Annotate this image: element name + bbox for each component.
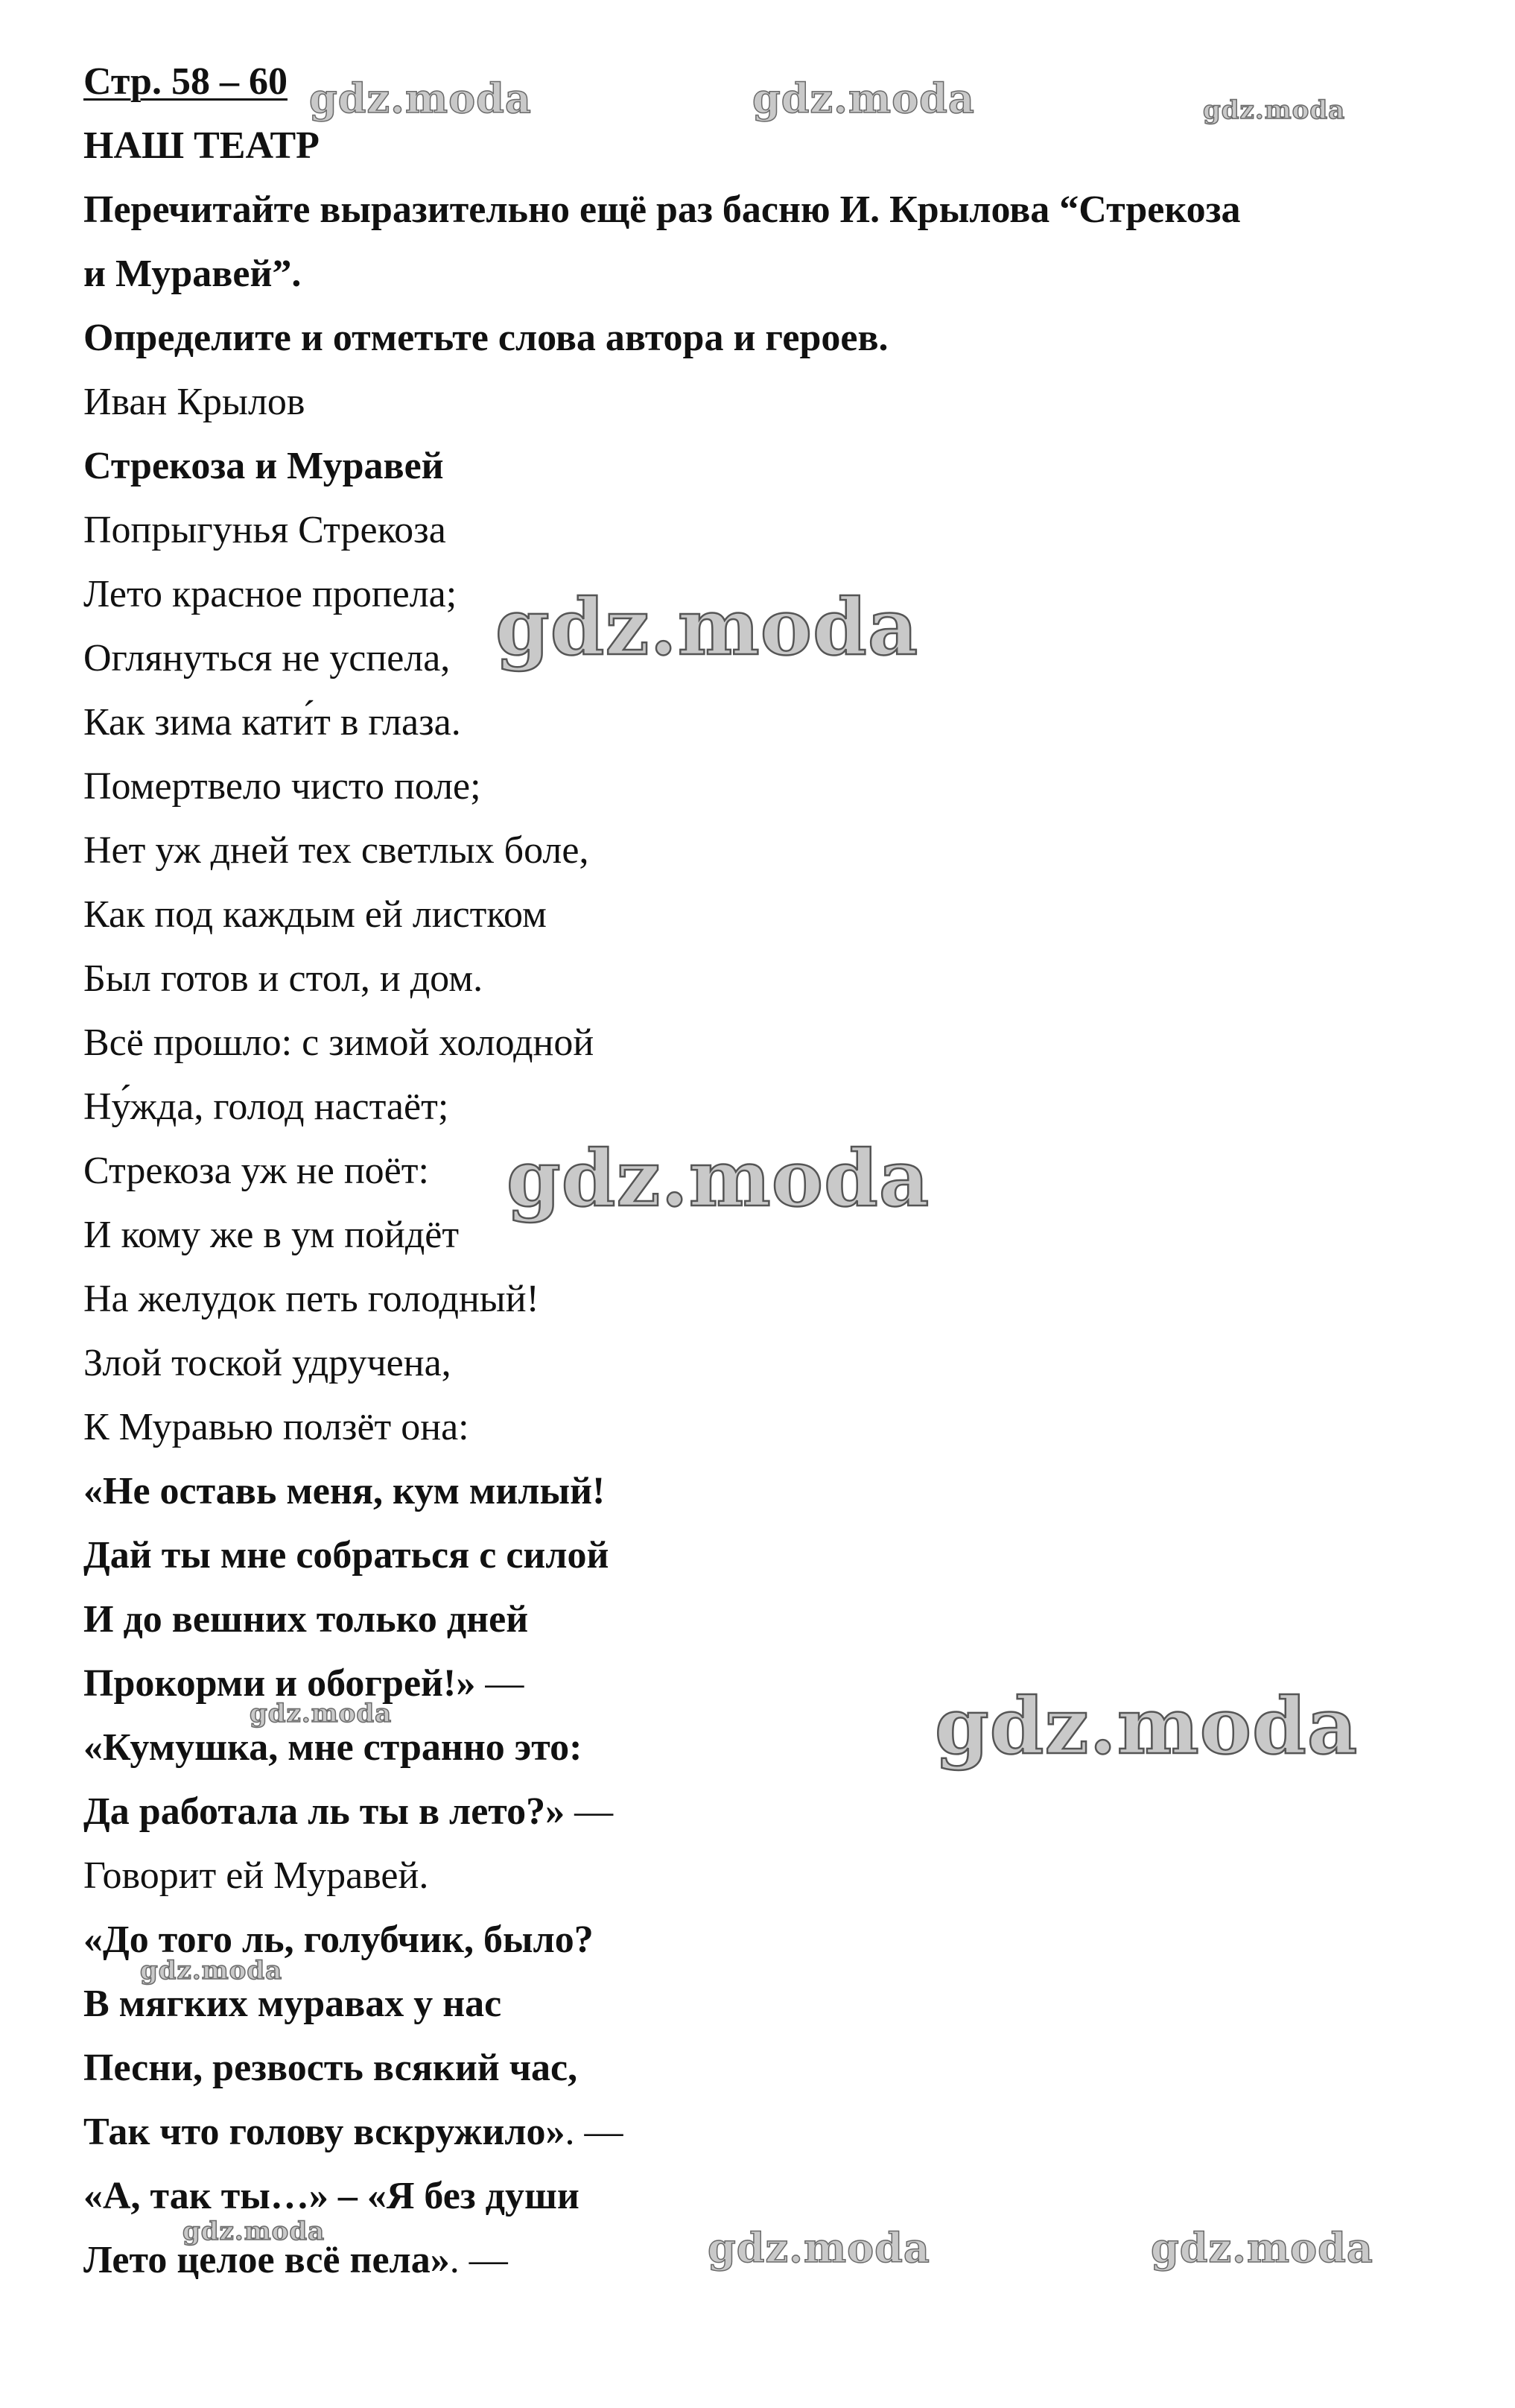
poem-line: В мягких муравах у нас	[83, 1983, 502, 2025]
poem-line: Стрекоза уж не поёт:	[83, 1150, 429, 1192]
poem-line: Оглянуться не успела,	[83, 637, 451, 679]
poem-line: Говорит ей Муравей.	[83, 1854, 429, 1897]
poem-line-dash: . —	[449, 2239, 508, 2281]
poem-line: Как под каждым ей листком	[83, 893, 547, 936]
poem-line: К Муравью ползёт она:	[83, 1406, 469, 1448]
poem-line	[83, 1790, 613, 1834]
poem-line-dash: —	[565, 1790, 614, 1833]
poem-line: Злой тоской удручена,	[83, 1342, 451, 1384]
poem-line-dash: . —	[565, 2111, 623, 2153]
watermark: gdz.moda	[182, 2217, 325, 2246]
poem-line: Как зима кати́т в глаза.	[83, 701, 461, 744]
poem-line-quote: Так что голову вскружило»	[83, 2111, 565, 2153]
watermark: gdz.moda	[708, 2224, 930, 2272]
section-title: НАШ ТЕАТР	[83, 124, 320, 167]
poem-line-quote: Прокорми и обогрей!»	[83, 1662, 476, 1705]
poem-line: «А, так ты…» – «Я без души	[83, 2175, 579, 2217]
watermark: gdz.moda	[495, 581, 919, 673]
poem-line	[83, 2110, 623, 2155]
poem-line: «Кумушка, мне странно это:	[83, 1726, 582, 1769]
task-line-2: и Муравей”.	[83, 253, 302, 295]
poem-line: И до вешних только дней	[83, 1598, 529, 1641]
poem-line: Попрыгунья Стрекоза	[83, 509, 446, 551]
watermark: gdz.moda	[140, 1956, 283, 1986]
poem-line-quote: Лето целое всё пела»	[83, 2239, 450, 2281]
poem-line: «Не оставь меня, кум милый!	[83, 1470, 606, 1512]
watermark: gdz.moda	[309, 75, 532, 122]
author-name: Иван Крылов	[83, 381, 305, 423]
poem-title: Стрекоза и Муравей	[83, 445, 444, 487]
watermark: gdz.moda	[1151, 2224, 1373, 2272]
watermark: gdz.moda	[1203, 95, 1346, 125]
page-reference: Стр. 58 – 60	[83, 60, 288, 103]
poem-line: Был готов и стол, и дом.	[83, 957, 483, 1000]
poem-line-dash: —	[475, 1662, 524, 1705]
poem-line: Помертвело чисто поле;	[83, 765, 481, 808]
task-line-1: Перечитайте выразительно ещё раз басню И. Крылова “Стрекоза	[83, 188, 1241, 231]
watermark: gdz.moda	[935, 1680, 1359, 1772]
watermark: gdz.moda	[752, 75, 975, 122]
poem-line: На желудок петь голодный!	[83, 1278, 539, 1320]
poem-line: Дай ты мне собраться с силой	[83, 1534, 609, 1577]
poem-line: Лето красное пропела;	[83, 573, 457, 615]
poem-line: Ну́жда, голод настаёт;	[83, 1086, 449, 1128]
poem-line: Нет уж дней тех светлых боле,	[83, 829, 589, 872]
watermark: gdz.moda	[250, 1699, 393, 1729]
poem-line-quote: Да работала ль ты в лето?»	[83, 1790, 565, 1833]
poem-line: Песни, резвость всякий час,	[83, 2047, 578, 2089]
poem-line: «До того ль, голубчик, было?	[83, 1919, 594, 1961]
watermark: gdz.moda	[506, 1132, 930, 1224]
task-line-3: Определите и отметьте слова автора и героев.	[83, 317, 889, 359]
poem-line: И кому же в ум пойдёт	[83, 1214, 460, 1256]
poem-line: Всё прошло: с зимой холодной	[83, 1021, 594, 1064]
